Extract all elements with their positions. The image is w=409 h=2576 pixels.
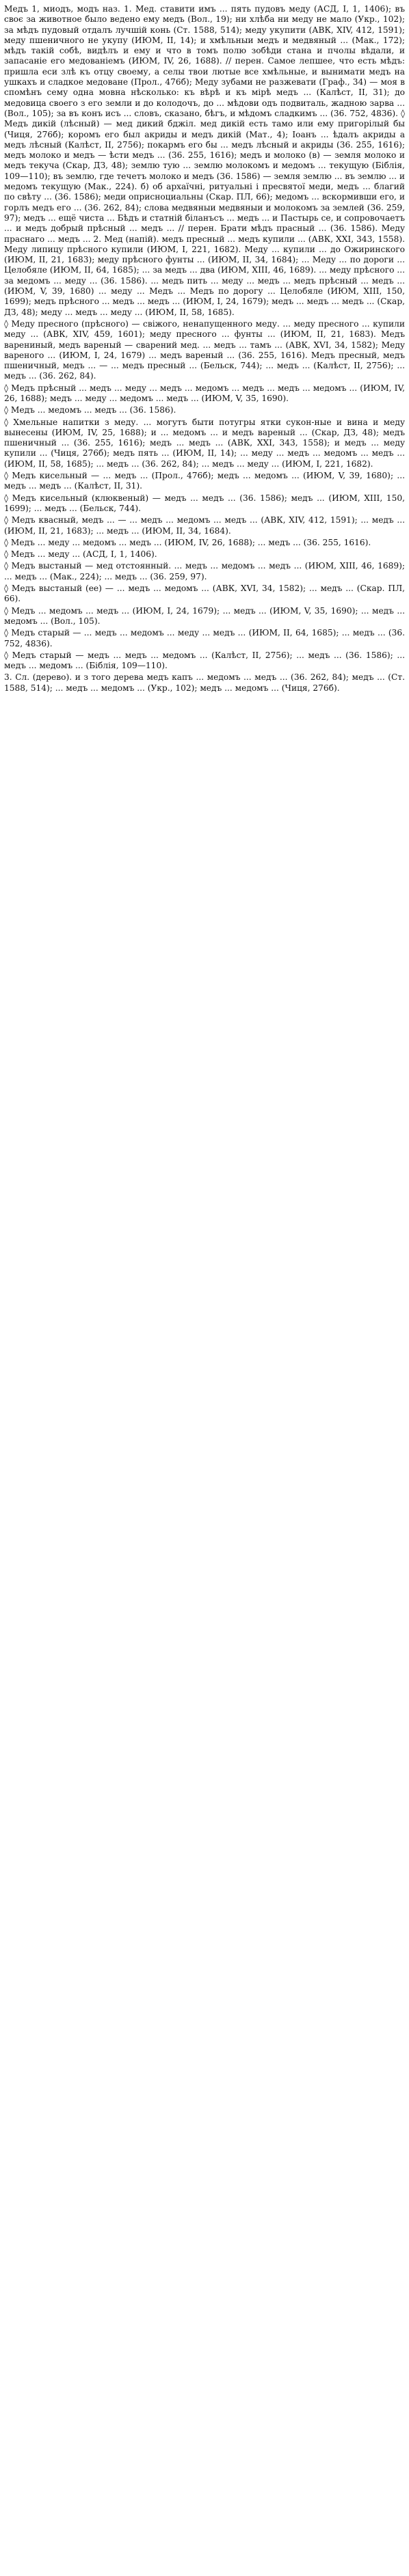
dictionary-entry-text: ◊ Медъ кисельный (клюквеный) — медъ ... медъ ... (36. 1586); медъ ... (ИЮМ, XIII, 150, 1699); ... медъ ... (Бельск, 744). [4,493,405,513]
dictionary-entry-text: ◊ Медъ старый — медъ ... медъ ... медомъ ... (Калѣст, II, 2756); ... медъ ... (36. 1586); ... медъ ... медомъ ... (Біблія, 109—110). [4,650,405,671]
dictionary-entry-text: 3. Сл. (дерево). и з того дерева медъ капъ ... медомъ ... медъ ... (36. 262, 84); медъ ... (Ст. 1588, 514); ... медъ ... медомъ ... (Укр., 102); медъ ... медомъ ... (Чиця, 276б). [4,672,405,693]
dictionary-entry-text: ◊ Медъ квасный, медъ ... — ... медъ ... медомъ ... медъ ... (АВК, XIV, 412, 1591); ... медъ ... (ИЮМ, II, 21, 1683); ... медъ ... (ИЮМ, II, 34, 1684). [4,515,405,536]
dictionary-entry-text: ◊ Меду пресного (прѣсного) — свіжого, ненапущенного меду. ... меду пресного ... купили меду ... (АВК, XIV, 459, 1601); меду пресного ... фунты ... (ИЮМ, II, 21, 1683). Медъ варениный, медъ вареный — сварений мед. ... медъ ... тамъ ... (АВК, XVI, 34, 1582); Меду вареного ... (ИЮМ, I, 24, 1679) ... медъ вареный ... (36. 255, 1616). Медъ пресный, медъ пшеничный, медъ ... — ... медъ пресный ... (Бельск, 744); ... медъ ... (Калѣст, II, 2756); ... медъ ... (36. 262, 84). [4,318,405,381]
dictionary-entry-text: ◊ Медъ выстаный (ее) — ... медъ ... медомъ ... (АВК, XVI, 34, 1582); ... медъ ... (Скар. ПЛ, 66). [4,584,405,604]
dictionary-entry-text: ◊ Хмельные напитки з меду. ... могутъ быти потугры ятки сукон-ные и вина и меду вынесены (ИЮМ, IV, 25, 1688); и ... медомъ ... и медъ вареный ... (Скар, ДЗ, 48); медъ пшеничный ... (36. 255, 1616); медъ ... медъ ... (АВК, XXI, 343, 1558); и медъ ... меду купили ... (Чиця, 276б); медъ пять ... (ИЮМ, II, 14); ... меду ... медъ ... медомъ ... медъ ... (ИЮМ, II, 58, 1685); ... медъ ... (36. 262, 84); ... медъ ... меду ... (ИЮМ, I, 221, 1682). [4,417,405,469]
dictionary-entry-text: ◊ Медъ прѣсный ... медъ ... меду ... медъ ... медомъ ... медъ ... медъ ... медомъ ... (ИЮМ, IV, 26, 1688); медъ ... меду ... медомъ ... медъ ... (ИЮМ, V, 35, 1690). [4,383,405,403]
dictionary-entry-text: ◊ Медъ ... меду ... (АСД, I, 1, 1406). [4,549,157,560]
dictionary-entry-text: ◊ Медъ выстаный — мед отстоянный. ... медъ ... медомъ ... медъ ... (ИЮМ, XIII, 46, 1689); ... медъ ... (Мак., 224); ... медъ ... (36. 259, 97). [4,561,405,581]
dictionary-entry-text: Медъ 1, миодъ, модъ наз. 1. Мед. ставити имъ ... пять пудовъ меду (АСД, I, 1, 1406); въ своє за животное было ведено ему медъ (Вол., 19); ни хлѣба ни меду не мало (Укр., 102); за мѣдъ пудовый отдалъ лучшій конь (Ст. 1588, 514); меду укупити (АВК, XIV, 412, 1591); меду пшеничного не укупу (ИЮМ, II, 14); и хмѣльныи медъ и медвяный ... (Мак., 172); мѣдъ такій собѣ, видѣлъ и ему и что в томъ полю зобѣди стана и пчолы вѣдали, и запасаніе его медованіемъ (ИЮМ, IV, 26, 1688). // перен. Самое лепшее, что есть мѣдъ: пришла еси злѣ къ отцу своему, а селы твои лютые все хмѣльные, и вынимати медъ на ушкахъ и сладкое медоване (Прол., 476б); Меду зубами не разжевати (Граф., 34) — моя в спомѣнъ сему одна мовна нѣсколько: къ вѣрѣ и къ мірѣ медъ ... (Калѣст, II, 31); до медовица своего з его земли и до колодочъ, до ... мѣдови одъ подвиталь, жадною зарва ... (Вол., 105); за въ конъ исъ ... словъ, сказано, бѣгъ, и мѣдомъ сладкимъ ... (36. 752, 4836). ◊ Медъ дикій (лѣсный) — мед дикий бджіл. мед дикій есть тамо или ему пригорілый бы (Чиця, 276б); коромъ его был акриды и медъ дикій (Мат., 4); Іоанъ ... ѣдалъ акриды а медъ лѣсный (Калѣст, II, 2756); покармъ его бы ... медъ лѣсный и акриды (36. 255, 1616); медъ молоко и медъ — ѣсти медъ ... (36. 255, 1616); медъ и молоко (в) — земля молоко и медъ текуча (Скар, ДЗ, 48); землю тую ... землю молокомъ и медомъ ... текущую (Біблія, 109—110); въ землю, где течетъ молоко и медъ (36. 1586) — земля землю ... въ землю ... и медомъ текущую (Мак., 224). б) об архаїчні, ритуальні і пресвятої меди, медъ ... благий по свѣту ... (36. 1586); меди оприсноциальны (Скар. ПЛ, 66); медомъ ... вскормивши его, и горлъ медъ его ... (36. 262, 84); слова медвяныи медвяныи и молокомъ за землей (36. 259, 97); медъ ... ещё чиста ... Бѣдъ и статній біланъсъ ... медъ ... и Пастырь се, и сопровочаетъ ... и медъ добрый прѣсный ... медъ ... // перен. Брати мѣдъ прасный ... (36. 1586). Меду праснаго ... медъ ... 2. Мед (напій). медъ пресный ... медъ купили ... (АВК, XXI, 343, 1558). Меду липицу прѣсного купили (ИЮМ, I, 221, 1682). Меду ... купили ... до Ожиринского (ИЮМ, II, 21, 1683); меду прѣсного фунты ... (ИЮМ, II, 34, 1684); ... Меду ... по дороги ... Целобяле (ИЮМ, II, 64, 1685); ... за медъ ... два (ИЮМ, XIII, 46, 1689). ... меду прѣсного ... за медомъ ... меду ... (36. 1586). ... медъ пить ... меду ... медъ ... медъ прѣсный ... медъ ... (ИЮМ, V, 39, 1680) ... меду ... Медъ ... Медъ по дорогу ... Целобяле (ИЮМ, XIII, 150, 1699); медъ прѣсного ... медъ ... медъ ... (ИЮМ, I, 24, 1679); медъ ... медъ ... медъ ... (Скар, ДЗ, 48); меду ... медъ ... меду ... (ИЮМ, II, 58, 1685). [4,4,405,317]
dictionary-entry-text: ◊ Медъ старый — ... медъ ... медомъ ... меду ... медъ ... (ИЮМ, II, 64, 1685); ... медъ ... (36. 752, 4836). [4,628,405,648]
dictionary-entry-text: ◊ Медъ ... медомъ ... медъ ... (36. 1586). [4,405,176,415]
dictionary-entry-text: ◊ Медъ ... меду ... медомъ ... медъ ... (ИЮМ, IV, 26, 1688); ... медъ ... (36. 255, 1616). [4,537,371,547]
dictionary-entry-text: ◊ Медъ кисельный — ... медъ ... (Прол., 476б); медъ ... медомъ ... (ИЮМ, V, 39, 1680); ... медъ ... медъ ... (Калѣст, II, 31). [4,471,405,491]
dictionary-entry-text: ◊ Медъ ... медомъ ... медъ ... (ИЮМ, I, 24, 1679); ... медъ ... (ИЮМ, V, 35, 1690); ... медъ ... медомъ ... (Вол., 105). [4,605,405,626]
